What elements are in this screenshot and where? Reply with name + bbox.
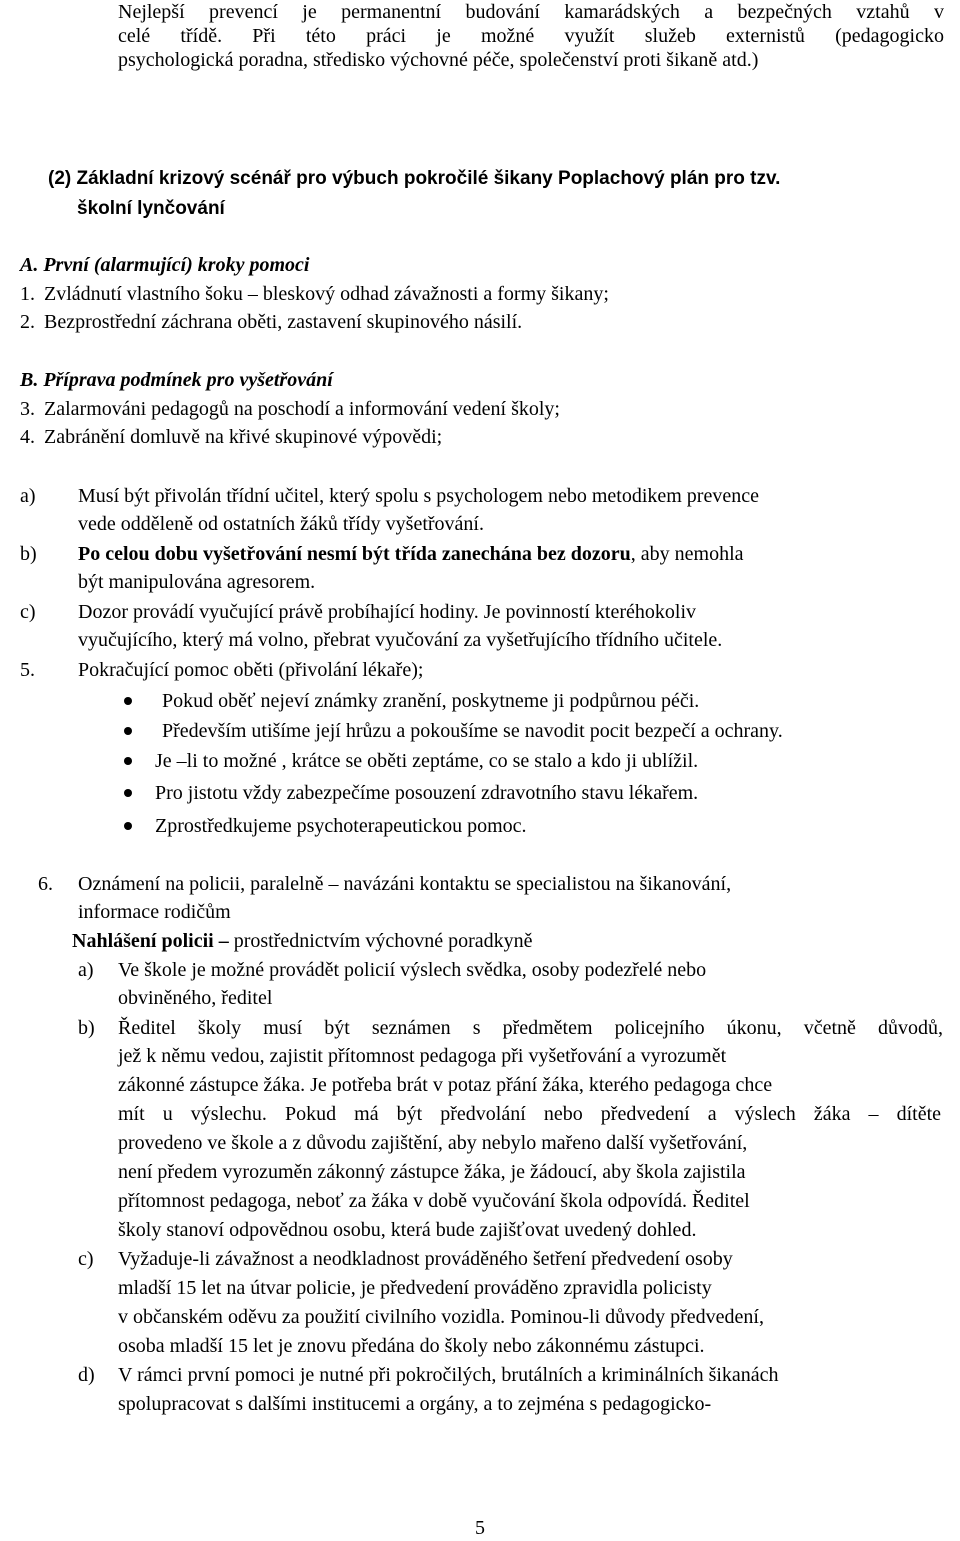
intro-line: Nejlepší prevencí je permanentní budování kamarádských a bezpečných vztahů v	[118, 1, 944, 23]
letter-item-line: Vyžaduje-li závažnost a neodkladnost prováděného šetření předvedení osoby	[118, 1248, 733, 1270]
letter-item-line: Musí být přivolán třídní učitel, který spolu s psychologem nebo metodikem prevence	[78, 485, 759, 507]
report-rest: prostřednictvím výchovné poradkyně	[228, 930, 533, 952]
list-item: Pokračující pomoc oběti (přivolání lékaře);	[78, 659, 424, 681]
letter-item-line: v občanském oděvu za použití civilního vozidla. Pominou-li důvody předvedení,	[118, 1306, 764, 1328]
bullet-item: Pokud oběť nejeví známky zranění, poskytneme ji podpůrnou péči.	[162, 690, 700, 712]
list-item: Oznámení na policii, paralelně – navázáni kontaktu se specialistou na šikanování,	[78, 873, 732, 895]
section-b-title: B. Příprava podmínek pro vyšetřování	[20, 369, 333, 391]
intro-line: celé třídě. Při této práci je možné využít služeb externistů (pedagogicko	[118, 25, 944, 47]
letter-item-line: V rámci první pomoci je nutné při pokročilých, brutálních a kriminálních šikanách	[118, 1364, 779, 1386]
letter-label: a)	[20, 485, 36, 507]
page-number: 5	[475, 1517, 485, 1539]
list-item: Zalarmováni pedagogů na poschodí a informování vedení školy;	[44, 398, 560, 420]
letter-item-line: mít u výslechu. Pokud má být předvolání nebo předvedení a výslech žáka – dítěte	[118, 1103, 941, 1125]
section-heading: (2) Základní krizový scénář pro výbuch pokročilé šikany Poplachový plán pro tzv.	[48, 168, 781, 189]
letter-item-line: mladší 15 let na útvar policie, je předvedení prováděno zpravidla policisty	[118, 1277, 712, 1299]
letter-label: c)	[20, 601, 36, 623]
bullet-item: Pro jistotu vždy zabezpečíme posouzení zdravotního stavu lékařem.	[155, 782, 699, 804]
letter-item-line: být manipulována agresorem.	[78, 571, 316, 593]
letter-label: b)	[20, 543, 37, 565]
report-bold: Nahlášení policii –	[72, 930, 229, 952]
report-line	[72, 929, 533, 953]
letter-item-line: není předem vyrozuměn zákonný zástupce žáka, je žádoucí, aby škola zajistila	[118, 1161, 746, 1183]
emphasis-text: Po celou dobu vyšetřování nesmí být třída zanechána bez dozoru	[78, 543, 631, 565]
letter-item-line: přítomnost pedagoga, neboť za žáka v době vyučování škola odpovídá. Ředitel	[118, 1190, 750, 1212]
letter-item-line: obviněného, ředitel	[118, 987, 273, 1009]
list-number: 4.	[20, 426, 35, 448]
letter-item-line: osoba mladší 15 let je znovu předána do školy nebo zákonnému zástupci.	[118, 1335, 705, 1357]
letter-label: c)	[78, 1248, 94, 1270]
bullet-item: Je –li to možné , krátce se oběti zeptáme, co se stalo a kdo ji ublížil.	[155, 750, 699, 772]
letter-label: d)	[78, 1364, 95, 1386]
list-item: Bezprostřední záchrana oběti, zastavení skupinového násilí.	[44, 311, 523, 333]
bullet-icon	[124, 727, 132, 735]
section-a-title: A. První (alarmující) kroky pomoci	[20, 254, 310, 276]
list-item-continued: informace rodičům	[78, 901, 231, 923]
list-number: 1.	[20, 283, 35, 305]
intro-line: psychologická poradna, středisko výchovné péče, společenství proti šikaně atd.)	[118, 49, 759, 71]
letter-item-line: Ředitel školy musí být seznámen s předmětem policejního úkonu, včetně důvodů,	[118, 1017, 943, 1039]
list-number: 5.	[20, 659, 35, 681]
letter-item-line: zákonné zástupce žáka. Je potřeba brát v potaz přání žáka, kterého pedagoga chce	[118, 1074, 773, 1096]
bullet-icon	[124, 822, 132, 830]
bullet-icon	[124, 757, 132, 765]
bullet-icon	[124, 789, 132, 797]
letter-item-line: Dozor provádí vyučující právě probíhající hodiny. Je povinností kteréhokoliv	[78, 601, 697, 623]
list-number: 6.	[38, 873, 53, 895]
list-item: Zvládnutí vlastního šoku – bleskový odhad závažnosti a formy šikany;	[44, 283, 609, 305]
bullet-icon	[124, 697, 132, 705]
letter-item-line: vyučujícího, který má volno, přebrat vyučování za vyšetřujícího třídního učitele.	[78, 629, 723, 651]
bullet-item: Zprostředkujeme psychoterapeutickou pomoc.	[155, 815, 527, 837]
bullet-item: Především utišíme její hrůzu a pokoušíme se navodit pocit bezpečí a ochrany.	[162, 720, 783, 742]
list-number: 3.	[20, 398, 35, 420]
letter-item-line: školy stanoví odpovědnou osobu, která bude zajišťovat uvedený dohled.	[118, 1219, 697, 1241]
letter-item-line: vede odděleně od ostatních žáků třídy vyšetřování.	[78, 513, 484, 535]
letter-item-rest: , aby nemohla	[630, 543, 744, 565]
letter-item-line: provedeno ve škole a z důvodu zajištění, aby nebylo mařeno další vyšetřování,	[118, 1132, 748, 1154]
section-heading-continued: školní lynčování	[77, 198, 225, 219]
letter-item-line	[78, 542, 744, 566]
letter-label: a)	[78, 959, 94, 981]
list-number: 2.	[20, 311, 35, 333]
letter-item-line: Ve škole je možné provádět policií výslech svědka, osoby podezřelé nebo	[118, 959, 707, 981]
list-item: Zabránění domluvě na křivé skupinové výpovědi;	[44, 426, 443, 448]
letter-label: b)	[78, 1017, 95, 1039]
letter-item-line: spolupracovat s dalšími institucemi a orgány, a to zejména s pedagogicko-	[118, 1393, 712, 1415]
letter-item-line: jež k němu vedou, zajistit přítomnost pedagoga při vyšetřování a vyrozumět	[118, 1045, 727, 1067]
